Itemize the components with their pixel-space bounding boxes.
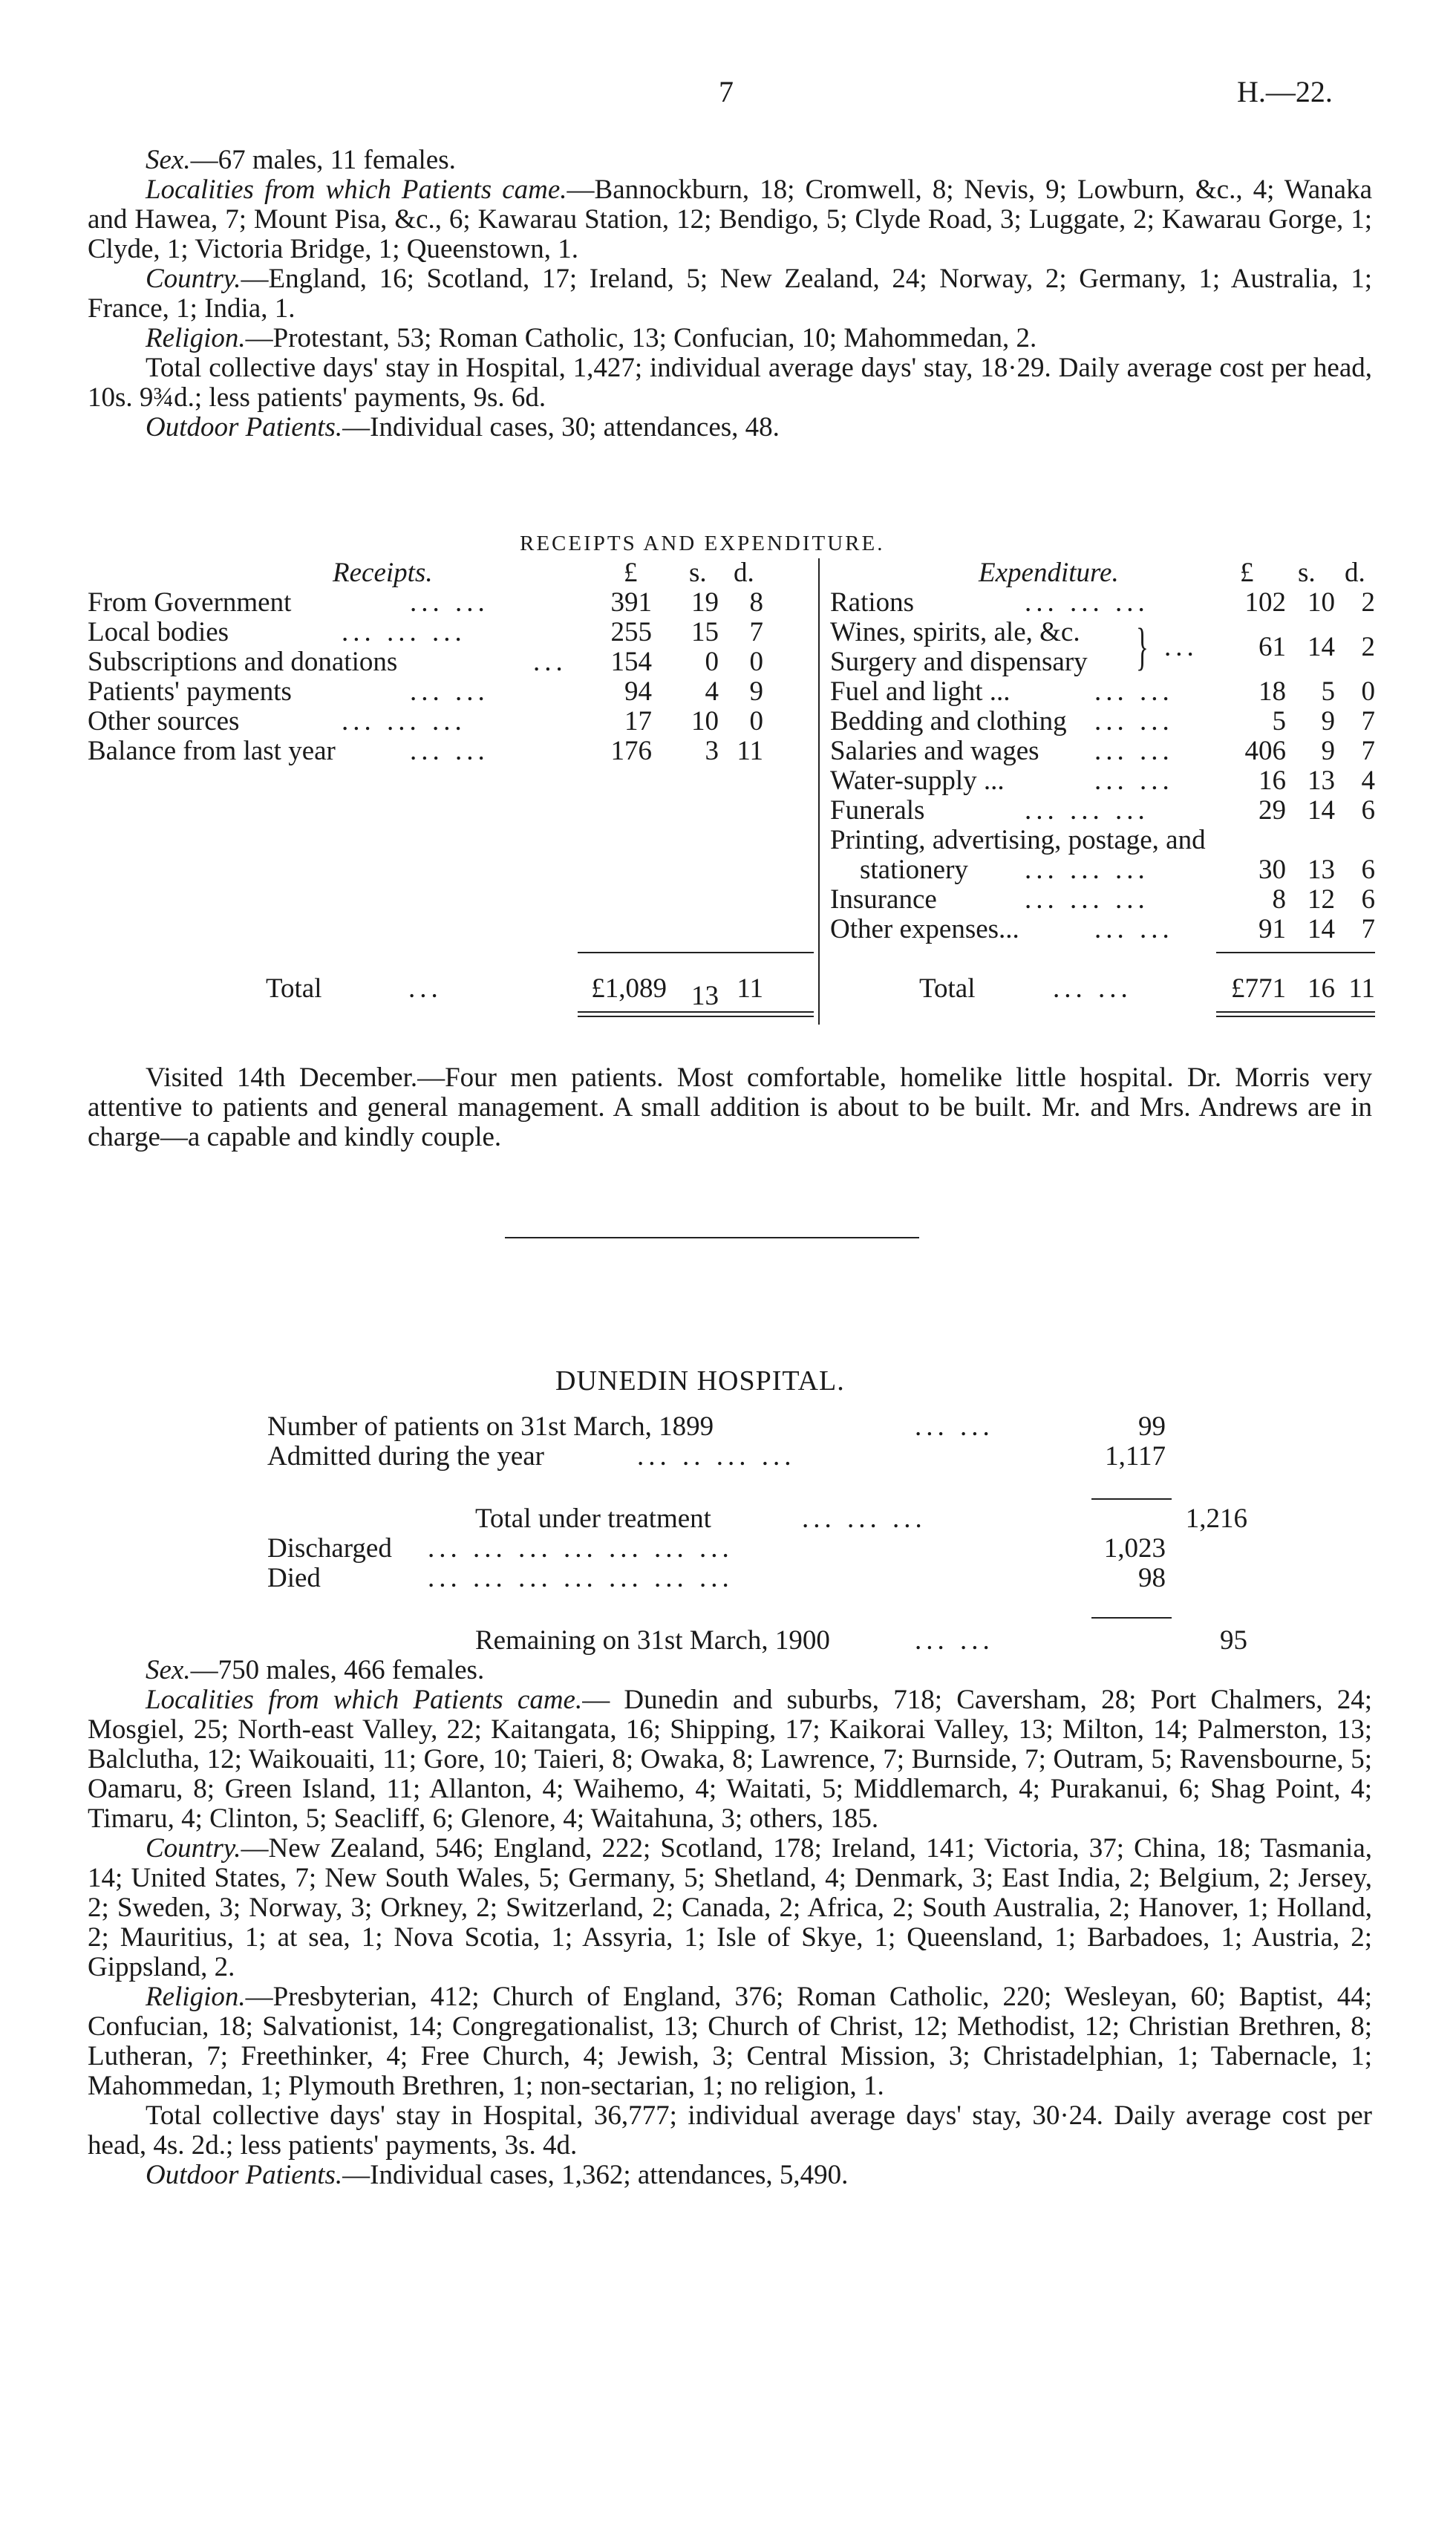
expenditure-shillings-header: s. <box>1298 558 1316 588</box>
stat-died-value: 98 <box>1138 1563 1166 1593</box>
visit-note: Visited 14th December.—Four men patients. Most comfortable, homelike little hospital. Dr. Morris very attentive to patients and general management. A small addition is about to be built. Mr. and Mrs. Andrews are in charge—a capable and kindly couple. <box>88 1062 1372 1152</box>
page-number: 7 <box>719 75 734 108</box>
stat-discharged-value: 1,023 <box>1103 1533 1166 1564</box>
localities-paragraph: Localities from which Patients came.—Bannockburn, 18; Cromwell, 8; Nevis, 9; Lowburn, &c., 4; Wanaka and Hawea, 7; Mount Pisa, &c., 6; Kawarau Station, 12; Bendigo, 5; Clyde Road, 3; Luggate, 2; Kawarau Gorge, 1; Clyde, 1; Victoria Bridge, 1; Queenstown, 1. <box>88 174 1372 264</box>
receipts-pounds-header: £ <box>624 558 638 588</box>
stat-discharged-label: Discharged <box>267 1533 392 1564</box>
expenditure-total-rule <box>1216 952 1375 953</box>
stat-rule-2 <box>1091 1617 1172 1619</box>
dunedin-religion-paragraph: Religion.—Presbyterian, 412; Church of England, 376; Roman Catholic, 220; Wesleyan, 60; Baptist, 44; Confucian, 18; Salvationist, 14; Congregationalist, 13; Church of Christ, 12; Methodist, 12; Christian Brethren, 8; Lutheran, 7; Freethinker, 4; Free Church, 4; Jewish, 3; Central Mission, 3; Christadelphian, 1; Tabernacle, 1; Mahommedan, 1; Plymouth Brethren, 1; non-sectarian, 1; no religion, 1. <box>88 1982 1372 2101</box>
receipts-total-rule <box>578 952 814 953</box>
finance-title: RECEIPTS AND EXPENDITURE. <box>520 532 885 555</box>
religion-paragraph: Religion.—Protestant, 53; Roman Catholic, 13; Confucian, 10; Mahommedan, 2. <box>146 323 1037 353</box>
document-page: 7 H.—22. Sex.—67 males, 11 females. Localities from which Patients came.—Bannockburn, 18; Cromwell, 8; Nevis, 9; Lowburn, &c., 4; Wanaka and Hawea, 7; Mount Pisa, &c., 6; Kawarau Station, 12; Bendigo, 5; Clyde Road, 3; Luggate, 2; Kawarau Gorge, 1; Clyde, 1; Victoria Bridge, 1; Queenstown, 1. Country.—England, 16; Scotland, 17; Ireland, 5; New Zealand, 24; Norway, 2; Germany, 1; Australia, 1; France, 1; India, 1. Religion.—Protestant, 53; Roman Catholic, 13; Confucian, 10; Mahommedan, 2. Total collective days' stay in Hospital, 1,427; individual average days' stay, 18·29. Daily average cost per head, 10s. 9¾d.; less patients' payments, 9s. 6d. Outdoor Patients.—Individual cases, 30; attendances, 48. RECEIPTS AND EXPENDITURE. Receipts. £ s. d. Expenditure. £ s. d. From Government ... ... 391 19 8 Local bodies ... ... ... 255 15 7 Subscriptions and donations ... 154 0 0 Patients' payments ... ... 94 4 9 Other sources ... ... ... 17 10 0 Balance from last year ... ... 176 3 11 Rations ... ... ... 102 10 2 Wines, spirits, ale, &c. Surgery and dispensary } ... 61 14 2 Fuel and light ... ... ... 18 5 0 Bedding and clothing ... ... 5 9 7 Salaries and wages ... ... 406 9 7 Water-supply ... ... ... 16 13 4 Funerals ... ... ... 29 14 6 Printing, advertising, postage, and stationery ... ... ... 30 13 6 Insurance ... ... ... 8 12 6 Other expenses... ... ... 91 14 7 Total ... £1,089 13 11 Total ... ... £771 16 11 Visited 14th December.—Four men patients. Most comfortable, homelike little hospital. Dr. Morris very attentive to patients and general management. A small addition is about to be built. Mr. and Mrs. Andrews are in charge—a capable and kindly couple. DUNEDIN HOSPITAL. Number of patients on 31st March, 1899 ... ... 99 Admitted during the year ... .. ... ... 1,117 Total under treatment ... ... ... 1,216 Discharged ... ... ... ... ... ... ... 1,023 Died ... ... ... ... ... ... ... 98 Remaining on 31st March, 1900 ... ... 95 Sex.—750 males, 466 females. Localities from which Patients came.— Dunedin and suburbs, 718; Caversham, 28; Port Chalmers, 24; Mosgiel, 25; North-east Valley, 22; Kaitangata, 16; Shipping, 17; Kaikorai Valley, 13; Milton, 14; Palmerston, 13; Balclutha, 12; Waikouaiti, 11; Gore, 10; Taieri, 8; Owaka, 8; Lawrence, 7; Burnside, 7; Outram, 5; Ravensbourne, 5; Oamaru, 8; Green Island, 11; Allanton, 4; Waihemo, 4; Waitati, 5; Middlemarch, 4; Purakanui, 6; Shag Point, 4; Timaru, 4; Clinton, 5; Seacliff, 6; Glenore, 4; Waitahuna, 3; others, 185. Country.—New Zealand, 546; England, 222; Scotland, 178; Ireland, 141; Victoria, 37; China, 18; Tasmania, 14; United States, 7; New South Wales, 5; Germany, 5; Shetland, 4; Denmark, 3; East India, 2; Belgium, 2; Jersey, 2; Sweden, 3; Norway, 3; Orkney, 2; Switzerland, 2; Canada, 2; Africa, 2; South Australia, 2; Hanover, 1; Holland, 2; Mauritius, 1; at sea, 1; Nova Scotia, 1; Assyria, 1; Isle of Skye, 1; Queensland, 1; Barbadoes, 1; Austria, 2; Gippsland, 2. Religion.—Presbyterian, 412; Church of England, 376; Roman Catholic, 220; Wesleyan, 60; Baptist, 44; Confucian, 18; Salvationist, 14; Congregationalist, 13; Church of Christ, 12; Methodist, 12; Christian Brethren, 8; Lutheran, 7; Freethinker, 4; Free Church, 4; Jewish, 3; Central Mission, 3; Christadelphian, 1; Tabernacle, 1; Mahommedan, 1; Plymouth Brethren, 1; non-sectarian, 1; no religion, 1. Total collective days' stay in Hospital, 36,777; individual average days' stay, 30·24. Daily average cost per head, 4s. 2d.; less patients' payments, 3s. 4d. Outdoor Patients.—Individual cases, 1,362; attendances, 5,490. <box>88 75 1375 2190</box>
expenditure-pounds-header: £ <box>1240 558 1254 588</box>
receipts-shillings-header: s. <box>689 558 707 588</box>
dunedin-section <box>88 1656 1372 2190</box>
stat-died-label: Died <box>267 1563 321 1593</box>
receipts-double-rule-2 <box>578 1016 814 1017</box>
stat-rule-1 <box>1091 1498 1172 1500</box>
expenditure-pence-header: d. <box>1345 558 1365 588</box>
expenditure-heading: Expenditure. <box>979 558 1119 588</box>
receipts-pence-header: d. <box>734 558 754 588</box>
dunedin-stay-paragraph: Total collective days' stay in Hospital, 36,777; individual average days' stay, 30·24. Daily average cost per head, 4s. 2d.; less patients' payments, 3s. 4d. <box>88 2100 1372 2161</box>
visit-note-section <box>88 1063 1372 1152</box>
stat-remaining-value: 95 <box>1220 1625 1247 1656</box>
stat-start-label: Number of patients on 31st March, 1899 <box>267 1411 714 1442</box>
dunedin-sex-paragraph: Sex.—750 males, 466 females. <box>146 1655 485 1685</box>
stat-total-value: 1,216 <box>1185 1503 1247 1534</box>
outdoor-paragraph: Outdoor Patients.—Individual cases, 30; attendances, 48. <box>146 412 780 443</box>
finance-table: Receipts. £ s. d. Expenditure. £ s. d. From Government ... ... 391 19 8 Local bodies ... ... ... 255 15 7 Subscriptions and donations ... 154 0 0 Patients' payments ... ... 94 4 9 Other sources ... ... ... 17 10 0 Balance from last year ... ... 176 3 11 Rations ... ... ... 102 10 2 Wines, spirits, ale, &c. Surgery and dispensary } ... 61 14 2 Fuel and light ... ... ... 18 5 0 Bedding and clothing ... ... 5 9 7 Salaries and wages ... ... 406 9 7 Water-supply ... ... ... 16 13 4 Funerals ... ... ... 29 14 6 Printing, advertising, postage, and stationery ... ... ... 30 13 6 Insurance ... ... ... 8 12 6 Other expenses... ... ... 91 14 7 Total ... £1,089 13 11 Total ... ... £771 16 11 <box>88 558 1372 1033</box>
receipts-heading: Receipts. <box>333 558 433 588</box>
table-divider <box>818 558 820 1025</box>
top-section <box>88 146 1372 443</box>
stay-paragraph: Total collective days' stay in Hospital, 1,427; individual average days' stay, 18·29. Daily average cost per head, 10s. 9¾d.; less patients' payments, 9s. 6d. <box>88 353 1372 413</box>
expenditure-double-rule-2 <box>1216 1016 1375 1017</box>
dunedin-title: DUNEDIN HOSPITAL. <box>555 1365 845 1397</box>
dunedin-localities-paragraph: Localities from which Patients came.— Dunedin and suburbs, 718; Caversham, 28; Port Chalmers, 24; Mosgiel, 25; North-east Valley, 22; Kaitangata, 16; Shipping, 17; Kaikorai Valley, 13; Milton, 14; Palmerston, 13; Balclutha, 12; Waikouaiti, 11; Gore, 10; Taieri, 8; Owaka, 8; Lawrence, 7; Burnside, 7; Outram, 5; Ravensbourne, 5; Oamaru, 8; Green Island, 11; Allanton, 4; Waihemo, 4; Waitati, 5; Middlemarch, 4; Purakanui, 6; Shag Point, 4; Timaru, 4; Clinton, 5; Seacliff, 6; Glenore, 4; Waitahuna, 3; others, 185. <box>88 1685 1372 1834</box>
dunedin-country-paragraph: Country.—New Zealand, 546; England, 222; Scotland, 178; Ireland, 141; Victoria, 37; China, 18; Tasmania, 14; United States, 7; New South Wales, 5; Germany, 5; Shetland, 4; Denmark, 3; East India, 2; Belgium, 2; Jersey, 2; Sweden, 3; Norway, 3; Orkney, 2; Switzerland, 2; Canada, 2; Africa, 2; South Australia, 2; Hanover, 1; Holland, 2; Mauritius, 1; at sea, 1; Nova Scotia, 1; Assyria, 1; Isle of Skye, 1; Queensland, 1; Barbadoes, 1; Austria, 2; Gippsland, 2. <box>88 1833 1372 1982</box>
document-reference: H.—22. <box>1237 75 1333 108</box>
stat-total-label: Total under treatment <box>475 1503 711 1534</box>
expenditure-double-rule-1 <box>1216 1011 1375 1013</box>
receipts-double-rule-1 <box>578 1011 814 1013</box>
stat-remaining-label: Remaining on 31st March, 1900 <box>475 1625 830 1656</box>
brace-icon: } <box>1136 618 1149 676</box>
sex-paragraph: Sex.—67 males, 11 females. <box>146 145 456 175</box>
section-divider <box>505 1237 919 1238</box>
country-paragraph: Country.—England, 16; Scotland, 17; Ireland, 5; New Zealand, 24; Norway, 2; Germany, 1; Australia, 1; France, 1; India, 1. <box>88 264 1372 324</box>
stat-admitted-value: 1,117 <box>1105 1441 1166 1472</box>
stat-admitted-label: Admitted during the year <box>267 1441 544 1472</box>
dunedin-outdoor-paragraph: Outdoor Patients.—Individual cases, 1,362; attendances, 5,490. <box>146 2160 849 2190</box>
stat-start-value: 99 <box>1138 1411 1166 1442</box>
